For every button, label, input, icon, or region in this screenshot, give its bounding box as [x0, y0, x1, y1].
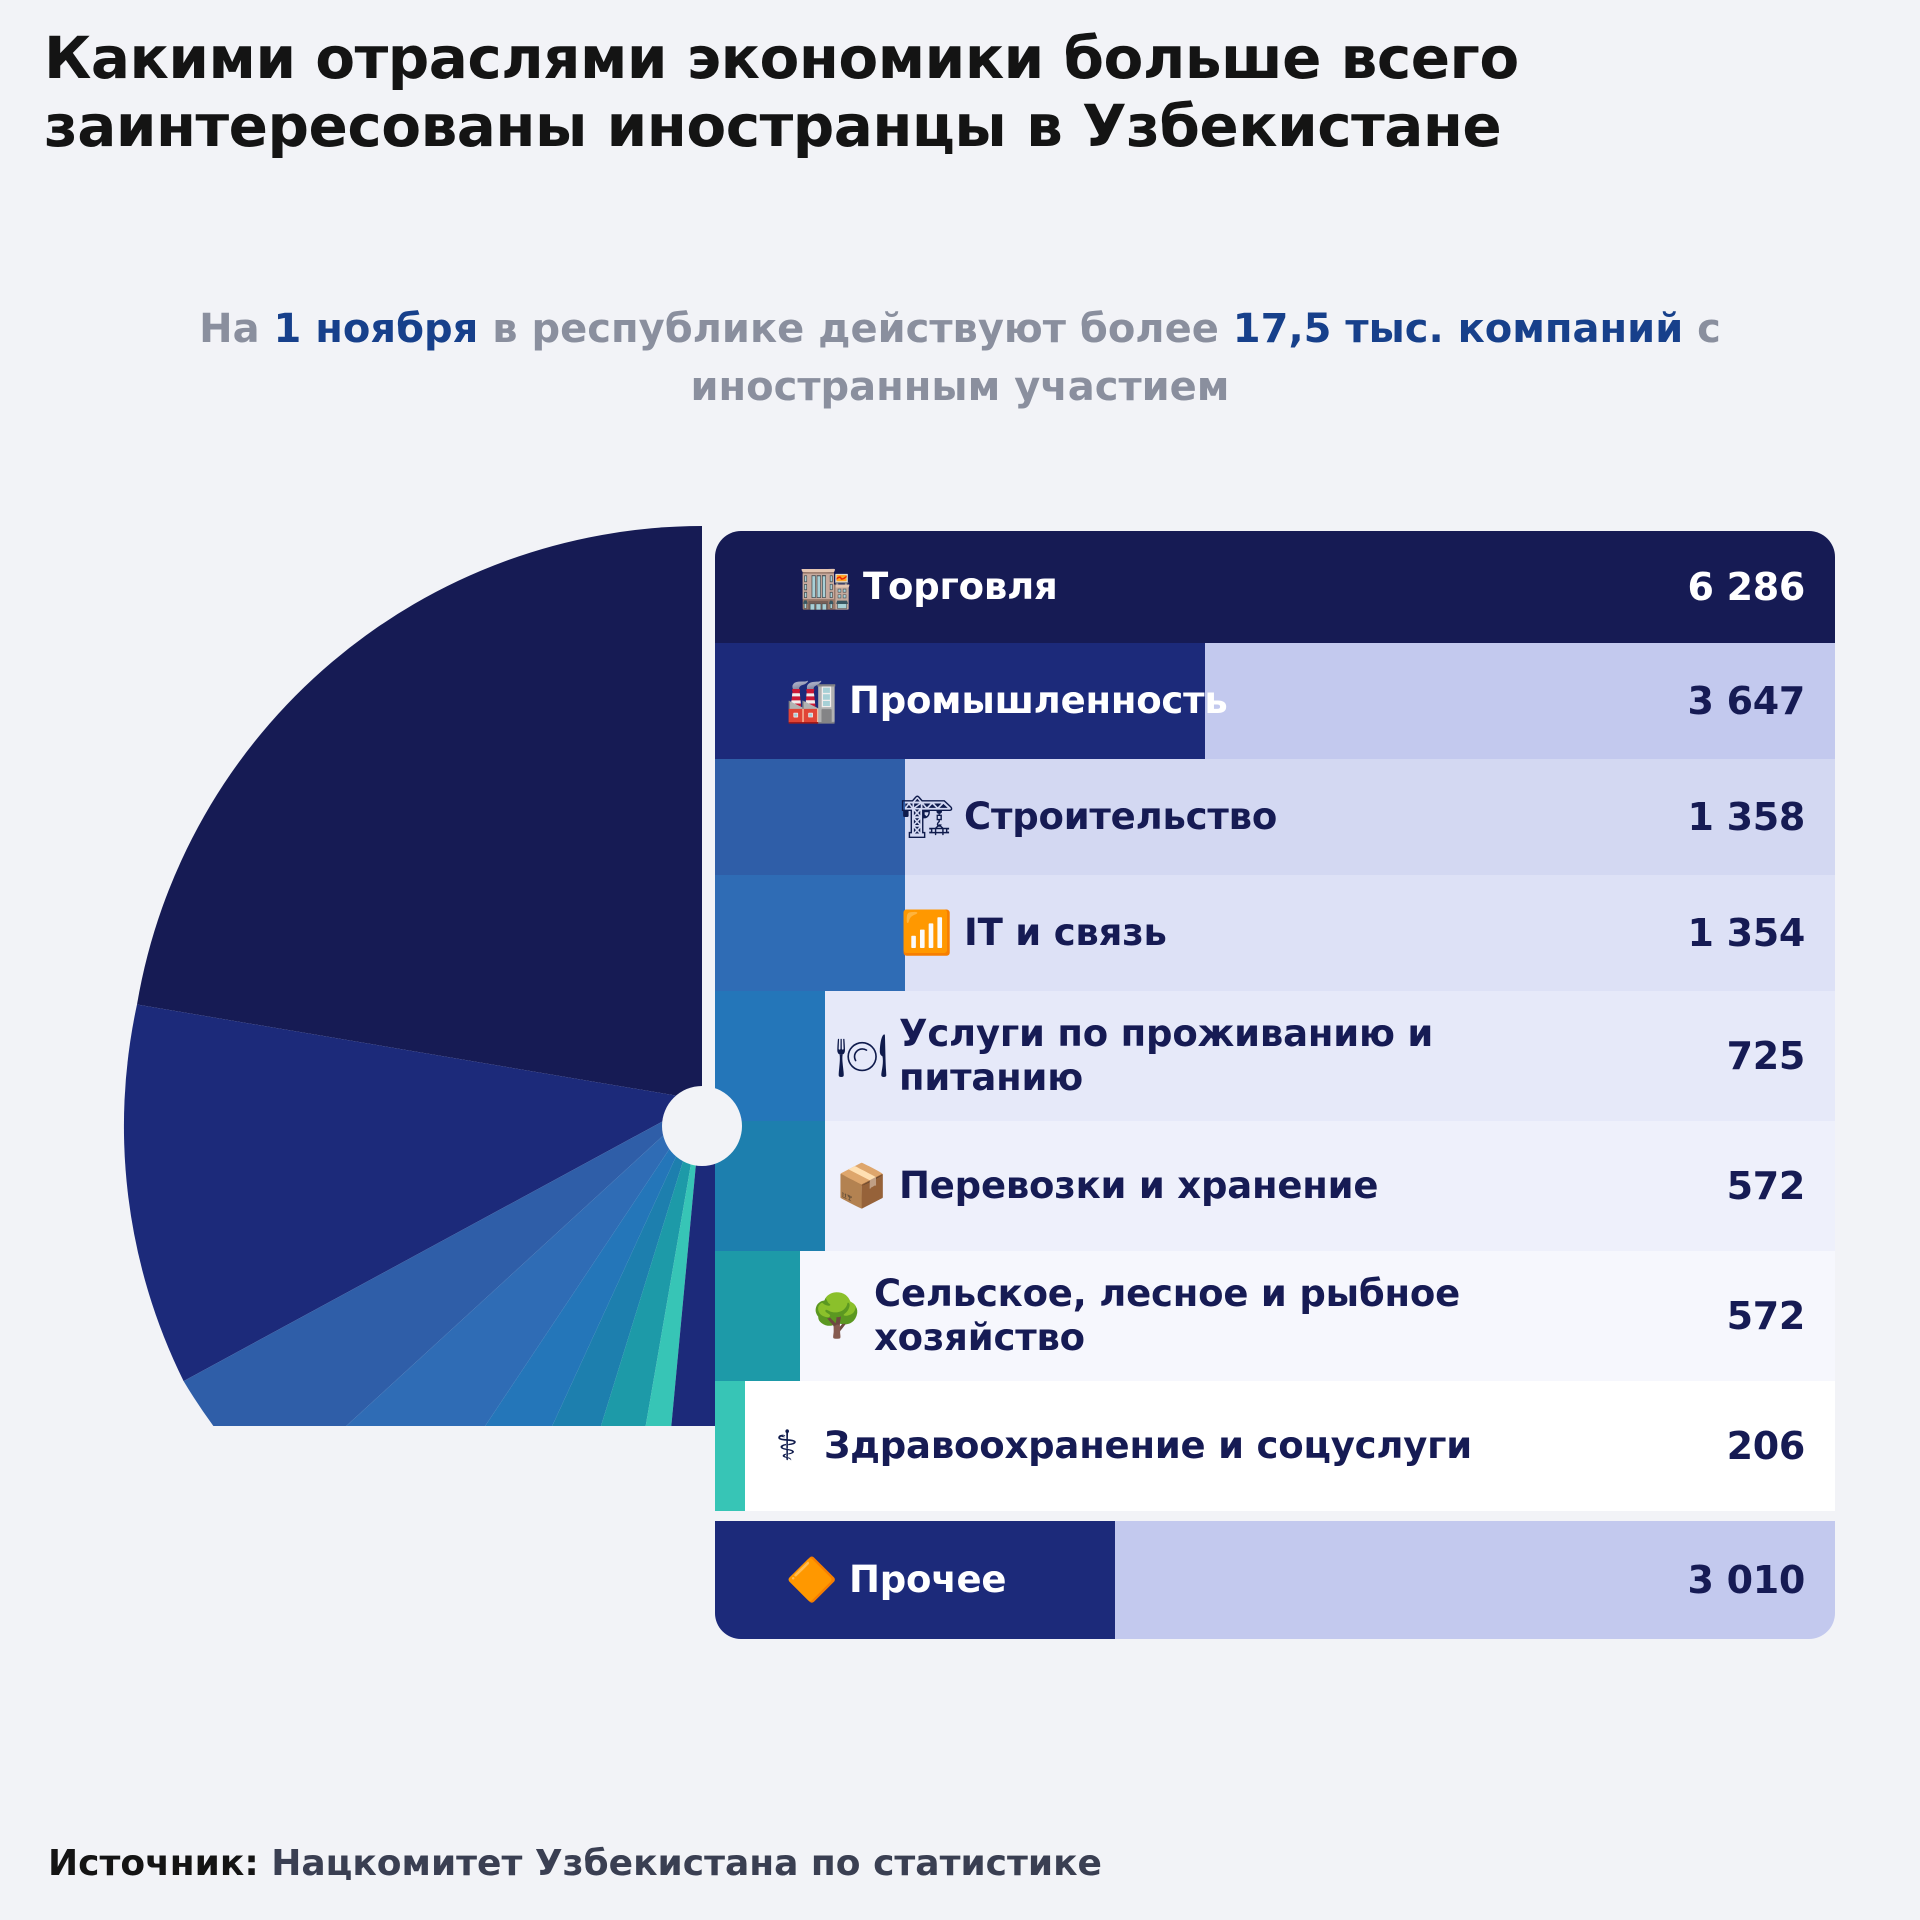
- pie-center-hole: [662, 1086, 742, 1166]
- table-row[interactable]: [715, 643, 1835, 759]
- food-icon: 🍽: [835, 1031, 889, 1080]
- subtitle: [160, 300, 1760, 416]
- wifi-icon: 📶: [900, 908, 954, 957]
- row-label: Услуги по проживанию и питанию: [899, 1012, 1434, 1099]
- row-value: 572: [1726, 1294, 1805, 1338]
- row-value: 3 647: [1687, 679, 1805, 723]
- table-row[interactable]: [715, 759, 1835, 875]
- row-label: Перевозки и хранение: [899, 1164, 1379, 1208]
- row-label: Сельское, лесное и рыбное хозяйство: [874, 1272, 1460, 1359]
- industry-table: [715, 531, 1835, 1639]
- tree-icon: 🌳: [810, 1291, 864, 1340]
- row-value: 206: [1726, 1424, 1805, 1468]
- row-label: IT и связь: [964, 911, 1167, 955]
- row-value: 1 354: [1687, 911, 1805, 955]
- table-row[interactable]: [715, 1251, 1835, 1381]
- page-title: Какими отраслями экономики больше всего заинтересованы иностранцы в Узбекистане: [44, 24, 1519, 161]
- row-value: 572: [1726, 1164, 1805, 1208]
- table-row[interactable]: [715, 875, 1835, 991]
- subtitle-part2: в республике действуют более: [478, 306, 1233, 352]
- subtitle-date: 1 ноября: [273, 306, 479, 352]
- row-label: Строительство: [964, 795, 1278, 839]
- row-label: Прочее: [849, 1558, 1007, 1602]
- source-note: [48, 1843, 1102, 1884]
- row-value: 1 358: [1687, 795, 1805, 839]
- other-icon: 🔶: [785, 1555, 839, 1604]
- row-label: Здравоохранение и соцуслуги: [824, 1424, 1473, 1468]
- row-value: 6 286: [1687, 565, 1805, 609]
- subtitle-count: 17,5 тыс. компаний: [1232, 306, 1684, 352]
- table-row[interactable]: [715, 531, 1835, 643]
- crane-icon: 🏗: [900, 792, 954, 841]
- pie-slice-trade: [137, 526, 702, 1100]
- source-text: Нацкомитет Узбекистана по статистике: [258, 1843, 1102, 1884]
- row-value: 725: [1726, 1034, 1805, 1078]
- trade-icon: 🏬: [799, 562, 853, 611]
- row-value: 3 010: [1687, 1558, 1805, 1602]
- row-label: Торговля: [863, 565, 1058, 609]
- table-row[interactable]: [715, 1521, 1835, 1639]
- row-label: Промышленность: [849, 679, 1228, 723]
- package-icon: 📦: [835, 1161, 889, 1210]
- source-label: Источник:: [48, 1843, 259, 1884]
- table-row[interactable]: [715, 1381, 1835, 1511]
- subtitle-part3: с иностранным участием: [690, 306, 1721, 410]
- subtitle-part1: На: [199, 306, 274, 352]
- factory-icon: 🏭: [785, 676, 839, 725]
- table-row[interactable]: [715, 1121, 1835, 1251]
- health-icon: ⚕: [775, 1421, 799, 1470]
- table-row[interactable]: [715, 991, 1835, 1121]
